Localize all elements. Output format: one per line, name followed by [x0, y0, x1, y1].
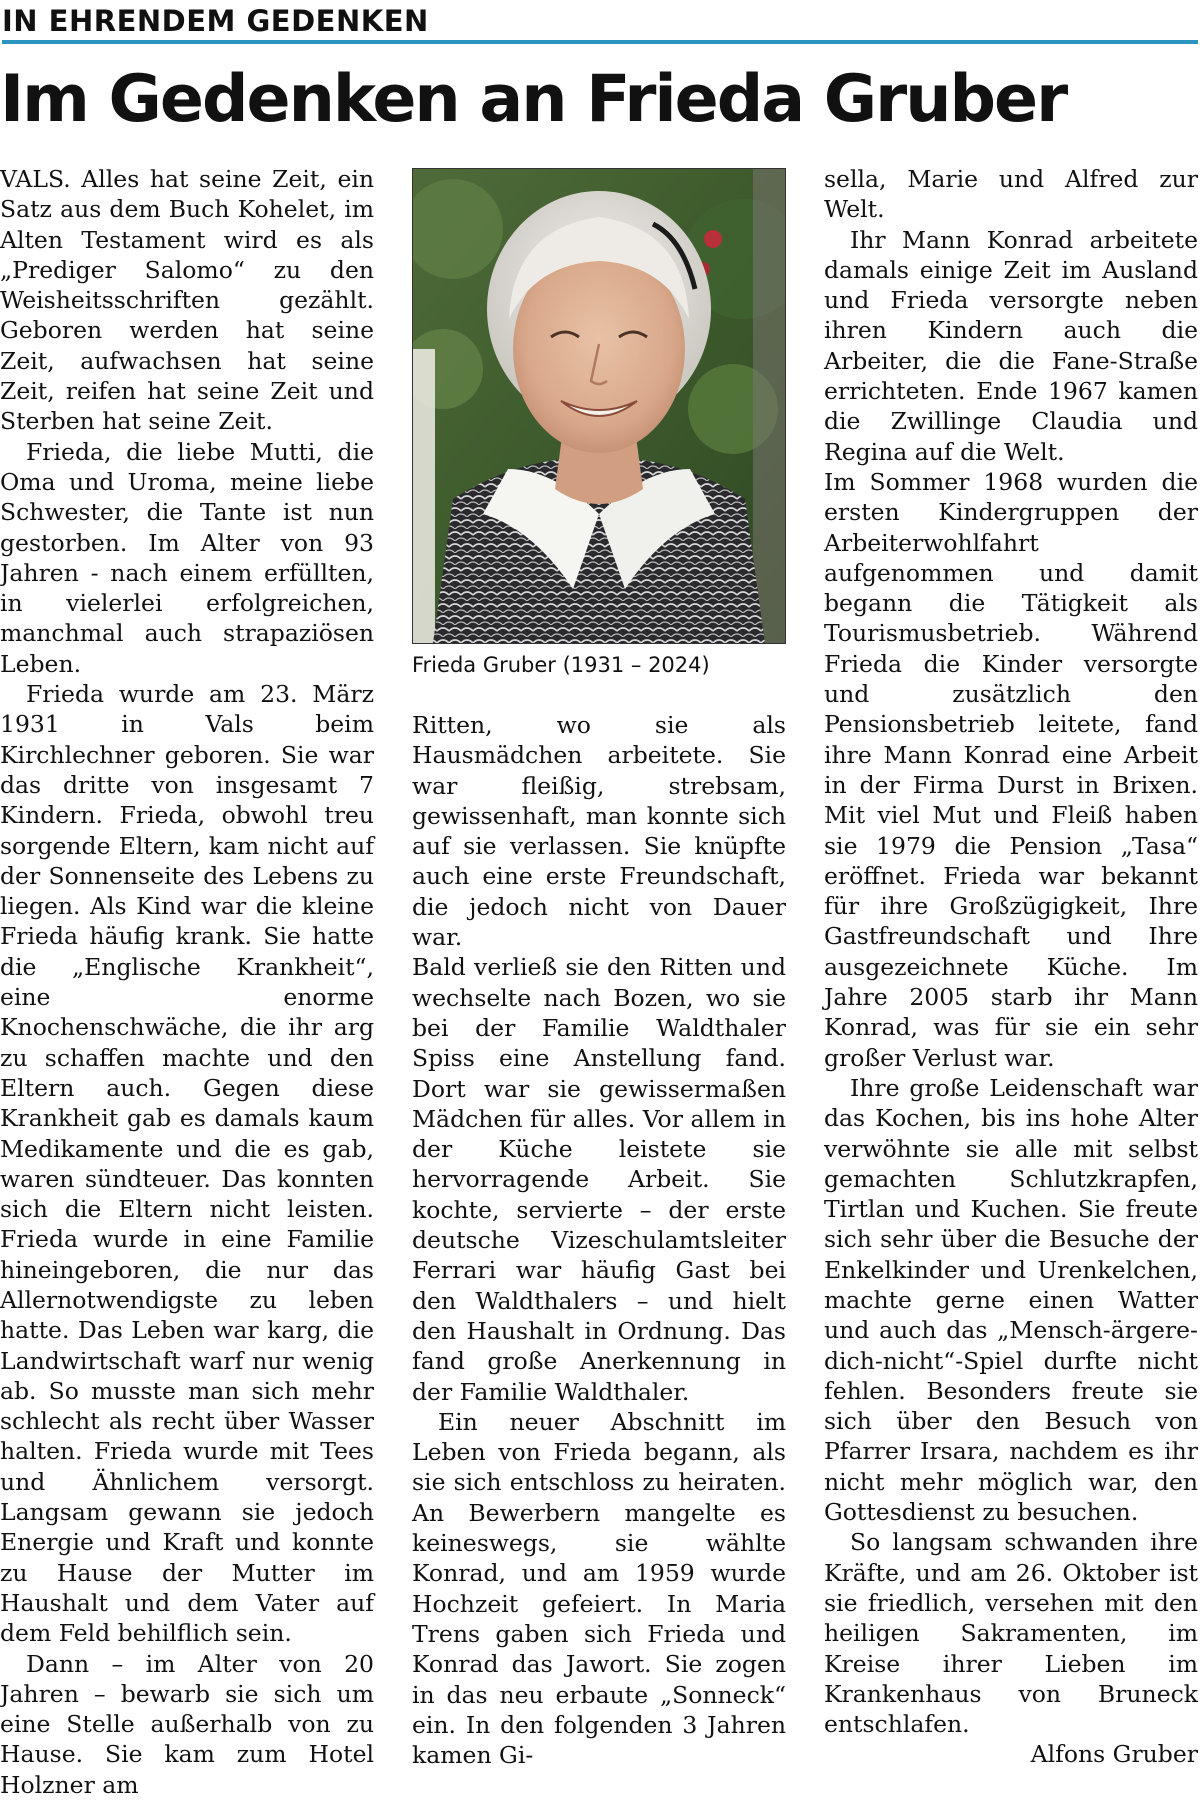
photo-caption: Frieda Gruber (1931 – 2024)	[412, 653, 710, 677]
article-paragraph: Ihre große Leidenschaft war das Kochen, bis ins hohe Alter verwöhnte sie alle mit selbst gemachten Schlutzkrapfen, Tirtlan und Kuchen. Sie freute sich sehr über die Besuche der Enkelkinder und Urenkelchen, machte gerne einen Watter und auch das „Mensch-ärgere-dich-nicht“-Spiel durfte nicht fehlen. Besonders freute sie sich über den Besuch von Pfarrer Irsara, nachdem es ihr nicht mehr möglich war, den Gottesdienst zu besuchen.	[824, 1073, 1198, 1527]
article-paragraph: sella, Marie und Alfred zur Welt.	[824, 165, 1198, 224]
author-signature: Alfons Gruber	[1030, 1740, 1198, 1769]
article-paragraph: Frieda, die liebe Mutti, die Oma und Uroma, meine liebe Schwester, die Tante ist nun gestorben. Im Alter von 93 Jahren - nach einem erfüllten, in vielerlei erfolgreichen, manchmal auch strapaziösen Leben.	[0, 437, 374, 678]
article-paragraph: So langsam schwanden ihre Kräfte, und am 26. Oktober ist sie friedlich, versehen mit den heiligen Sakramenten, im Kreise ihrer Lieben im Krankenhaus von Bruneck entschlafen.	[824, 1528, 1198, 1739]
article-paragraph: VALS. Alles hat seine Zeit, ein Satz aus dem Buch Kohelet, im Alten Testament wird es als „Prediger Salomo“ zu den Weisheitsschriften gezählt. Geboren werden hat seine Zeit, aufwachsen hat seine Zeit, reifen hat seine Zeit und Sterben hat seine Zeit.	[0, 165, 374, 436]
section-kicker-label: IN EHRENDEM GEDENKEN	[2, 4, 429, 38]
article-paragraph: Frieda wurde am 23. März 1931 in Vals beim Kirchlechner geboren. Sie war das dritte von insgesamt 7 Kindern. Frieda, obwohl treu sorgende Eltern, kam nicht auf der Sonnenseite des Lebens zu liegen. Als Kind war die kleine Frieda häufig krank. Sie hatte die „Englische Krankheit“, eine enorme Knochenschwäche, die ihr arg zu schaffen machte und den Eltern auch. Gegen diese Krankheit gab es damals kaum Medikamente und die es gab, waren sündteuer. Das konnten sich die Eltern nicht leisten. Frieda wurde in eine Familie hineingeboren, die nur das Allernotwendigste zu leben hatte. Das Leben war karg, die Landwirtschaft warf nur wenig ab. So musste man sich mehr schlecht als recht über Wasser halten. Frieda wurde mit Tees und Ähnlichem versorgt. Langsam gewann sie jedoch Energie und Kraft und konnte zu Hause der Mutter im Haushalt und dem Vater auf dem Feld behilflich sein.	[0, 680, 374, 1648]
article-column-1	[0, 164, 374, 1800]
article-paragraph: Ritten, wo sie als Hausmädchen arbeitete. Sie war fleißig, strebsam, gewissenhaft, man konnte sich auf sie verlassen. Sie knüpfte auch eine erste Freundschaft, die jedoch nicht von Dauer war.	[412, 711, 786, 952]
article-column-3	[824, 164, 1198, 1770]
article-paragraph: Bald verließ sie den Ritten und wechselte nach Bozen, wo sie bei der Familie Waldthaler Spiss eine Anstellung fand. Dort war sie gewissermaßen Mädchen für alles. Vor allem in der Küche leistete sie hervorragende Arbeit. Sie kochte, servierte – der erste deutsche Vizeschulamtsleiter Ferrari war häufig Gast bei den Waldthalers – und hielt den Haushalt in Ordnung. Das fand große Anerkennung in der Familie Waldthaler.	[412, 953, 786, 1406]
article-paragraph: Ihr Mann Konrad arbeitete damals einige Zeit im Ausland und Frieda versorgte neben ihren Kindern auch die Arbeiter, die die Fane-Straße errichteten. Ende 1967 kamen die Zwillinge Claudia und Regina auf die Welt.	[824, 225, 1198, 466]
article-paragraph: Im Sommer 1968 wurden die ersten Kindergruppen der Arbeiterwohlfahrt aufgenommen und damit begann die Tätigkeit als Tourismusbetrieb. Während Frieda die Kinder versorgte und zusätzlich den Pensionsbetrieb leitete, fand ihre Mann Konrad eine Arbeit in der Firma Durst in Brixen. Mit viel Mut und Fleiß haben sie 1979 die Pension „Tasa“ eröffnet. Frieda war bekannt für ihre Großzügigkeit, Ihre Gastfreundschaft und Ihre ausgezeichnete Küche. Im Jahre 2005 starb ihr Mann Konrad, was für sie ein sehr großer Verlust war.	[824, 467, 1198, 1072]
article-column-2	[412, 710, 786, 1770]
section-kicker	[2, 2, 1198, 44]
article-paragraph: Ein neuer Abschnitt im Leben von Frieda begann, als sie sich entschloss zu heiraten. An Bewerbern mangelte es keineswegs, sie wählte Konrad, und am 1959 wurde Hochzeit gefeiert. In Maria Trens gaben sich Frieda und Konrad das Jawort. Sie zogen in das neu erbaute „Sonneck“ ein. In den folgenden 3 Jahren kamen Gi-	[412, 1407, 786, 1770]
portrait-photo	[412, 168, 786, 644]
portrait-icon	[413, 169, 785, 643]
article-headline: Im Gedenken an Frieda Gruber	[0, 62, 1067, 137]
article-paragraph: Dann – im Alter von 20 Jahren – bewarb sie sich um eine Stelle außerhalb von zu Hause. Sie kam zum Hotel Holzner am	[0, 1649, 374, 1799]
